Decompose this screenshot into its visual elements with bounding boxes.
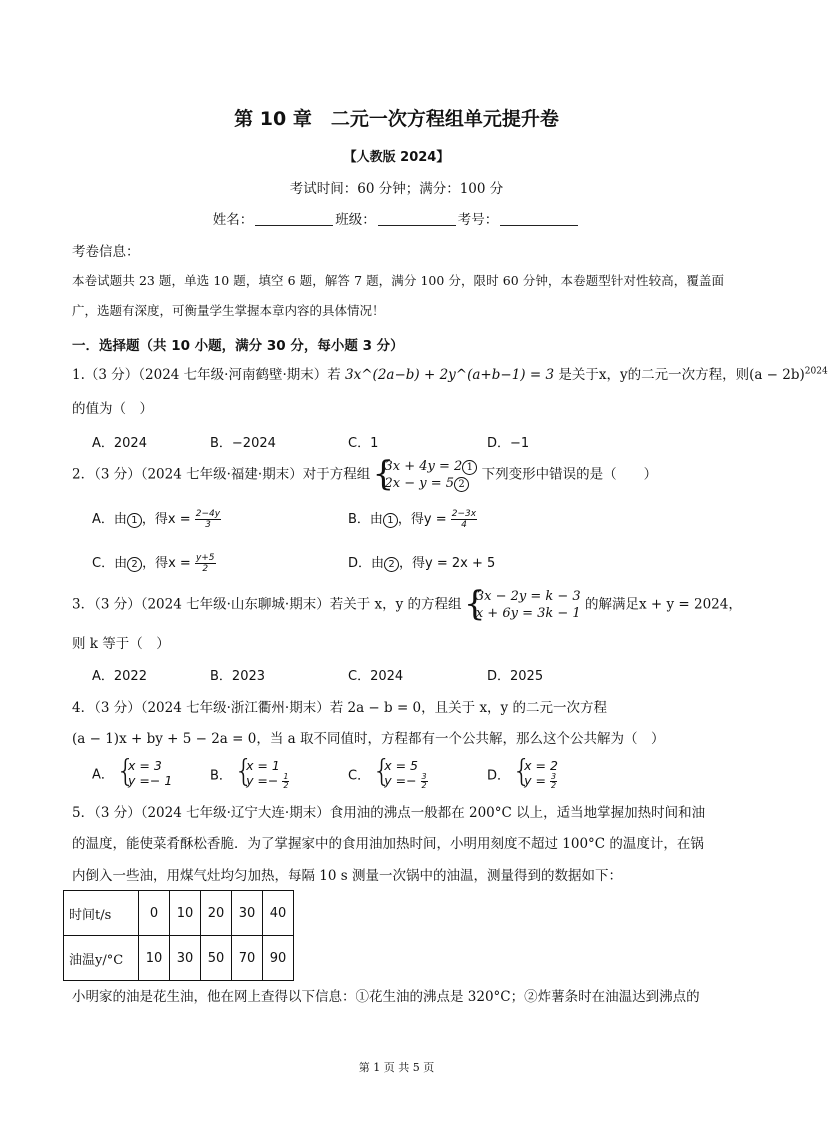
q2-system [375, 458, 478, 492]
q3-suffix: 的解满足x + y = 2024， [584, 596, 742, 613]
q2-option-b[interactable]: B．由 1 ，得y = $\frac{2-3x}{4}$ [348, 509, 477, 530]
q1-exponent: 2024 [804, 366, 828, 377]
table-cell: 70 [232, 936, 263, 981]
q3-option-b[interactable]: B．2023 [210, 669, 266, 684]
q3-option-c[interactable]: C．2024 [348, 669, 404, 684]
table-cell: 10 [139, 936, 170, 981]
q4-a-system: { x = 3 y =− 1 [118, 758, 172, 788]
class-blank[interactable] [378, 211, 456, 226]
edition-label: 【人教版 2024】 [343, 150, 450, 165]
table-cell: 50 [201, 936, 232, 981]
q1-option-d[interactable]: D．−1 [487, 436, 530, 451]
question-5-after: 小明家的油是花生油，他在网上查得以下信息：①花生油的沸点是 320°C；②炸薯条时在油温达到沸点的 [72, 989, 700, 1005]
q3-prefix: 3．（3 分）（2024 七年级·山东聊城·期末）若关于 x，y 的方程组 [72, 596, 462, 613]
table-cell: 40 [263, 891, 294, 936]
info-label: 考卷信息： [72, 244, 140, 260]
fraction: $\frac{2-3x}{4}$ [451, 509, 477, 530]
q4-b-system: { x = 1 y =− $\frac{1}{2}$ [236, 758, 289, 790]
q1-option-b[interactable]: B．−2024 [210, 436, 276, 451]
q2-eq1: { 3x + 4y = 2 1 [385, 458, 478, 475]
q1-expr: 3x^(2a−b) + 2y^(a+b−1) = 3 [345, 367, 555, 383]
circle-2-icon: 2 [127, 557, 142, 572]
table-header-temp: 油温y/°C [64, 936, 139, 981]
q3-option-d[interactable]: D．2025 [487, 669, 544, 684]
circle-1-icon: 1 [127, 513, 142, 528]
q1-mid: 是关于x，y的二元一次方程，则(a − 2b) [558, 367, 805, 383]
page-title: 第 10 章 二元一次方程组单元提升卷 [234, 108, 559, 130]
q3-option-a[interactable]: A．2022 [92, 669, 147, 684]
q3-eq2: x + 6y = 3k − 1 [475, 606, 581, 621]
q3-cont: 则 k 等于（ ） [72, 636, 170, 652]
q3-system [466, 588, 581, 622]
circle-2-icon: 2 [384, 557, 399, 572]
page-footer: 第 1 页 共 5 页 [358, 1061, 435, 1074]
data-table [63, 890, 294, 981]
name-blank[interactable] [255, 211, 333, 226]
circle-1-icon: 1 [383, 513, 398, 528]
q1-prefix: 1.（3 分）（2024 七年级·河南鹤壁·期末）若 [72, 367, 346, 383]
fraction: $\frac{y+5}{2}$ [195, 553, 215, 574]
q1-cont: 的值为（ ） [72, 401, 153, 417]
exam-info: 考试时间：60 分钟；满分：100 分 [289, 181, 504, 197]
question-1 [72, 363, 828, 383]
student-info-line [0, 208, 793, 228]
question-4-line1: 4．（3 分）（2024 七年级·浙江衢州·期末）若 2a − b = 0，且关于 x，y 的二元一次方程 [72, 700, 607, 716]
q1-option-a[interactable]: A．2024 [92, 436, 147, 451]
section-title: 一．选择题（共 10 小题，满分 30 分，每小题 3 分） [72, 338, 404, 354]
q2-prefix: 2．（3 分）（2024 七年级·福建·期末）对于方程组 [72, 466, 371, 483]
table-cell: 0 [139, 891, 170, 936]
class-label: 班级： [335, 212, 376, 228]
fraction: $\frac{2-4y}{3}$ [195, 509, 221, 530]
table-cell: 30 [170, 936, 201, 981]
q2-option-d[interactable]: D．由 2 ，得y = 2x + 5 [348, 556, 496, 571]
q4-option-a[interactable]: A． { x = 3 y =− 1 [92, 758, 172, 788]
question-5-line1: 5．（3 分）（2024 七年级·辽宁大连·期末）食用油的沸点一般都在 200°C 以上，适当地掌握加热时间和油 [72, 805, 706, 821]
q4-option-b[interactable]: B． { x = 1 y =− $\frac{1}{2}$ [210, 758, 289, 790]
q3-eq1: { 3x − 2y = k − 3 [475, 589, 581, 604]
number-blank[interactable] [500, 211, 578, 226]
q2-option-c[interactable]: C．由 2 ，得x = $\frac{y+5}{2}$ [92, 553, 215, 574]
q4-d-system: { x = 2 y = $\frac{3}{2}$ [514, 758, 558, 790]
q2-eq2: 2x − y = 5 2 [385, 475, 478, 492]
table-cell: 30 [232, 891, 263, 936]
question-5-line2: 的温度，能使菜肴酥松香脆．为了掌握家中的食用油加热时间，小明用刻度不超过 100°C 的温度计，在锅 [72, 836, 704, 852]
table-cell: 20 [201, 891, 232, 936]
circle-1-icon: 1 [462, 460, 477, 475]
table-cell: 90 [263, 936, 294, 981]
table-cell: 10 [170, 891, 201, 936]
q4-c-system: { x = 5 y =− $\frac{3}{2}$ [374, 758, 427, 790]
q2-option-a[interactable]: A．由 1 ，得x = $\frac{2-4y}{3}$ [92, 509, 221, 530]
circle-2-icon: 2 [454, 477, 469, 492]
q2-suffix: 下列变形中错误的是（ ） [481, 466, 658, 483]
question-4-line2: (a − 1)x + by + 5 − 2a = 0，当 a 取不同值时，方程都有一个公共解，那么这个公共解为（ ） [72, 731, 665, 747]
name-label: 姓名： [212, 212, 254, 228]
q4-option-c[interactable]: C． { x = 5 y =− $\frac{3}{2}$ [348, 758, 428, 790]
question-2 [72, 458, 657, 492]
q1-option-c[interactable]: C．1 [348, 436, 379, 451]
number-label: 考号： [457, 212, 499, 228]
question-3 [72, 588, 742, 622]
table-row [64, 936, 294, 981]
info-paragraph: 本卷试题共 23 题，单选 10 题，填空 6 题，解答 7 题，满分 100 分，限时 60 分钟，本卷题型针对性较高，覆盖面广，选题有深度，可衡量学生掌握本章内容的具体情况！ [72, 273, 724, 318]
q4-option-d[interactable]: D． { x = 2 y = $\frac{3}{2}$ [487, 758, 558, 790]
table-header-time: 时间t/s [64, 891, 139, 936]
table-row [64, 891, 294, 936]
question-5-line3: 内倒入一些油，用煤气灶均匀加热，每隔 10 s 测量一次锅中的油温，测量得到的数据如下： [72, 868, 622, 884]
